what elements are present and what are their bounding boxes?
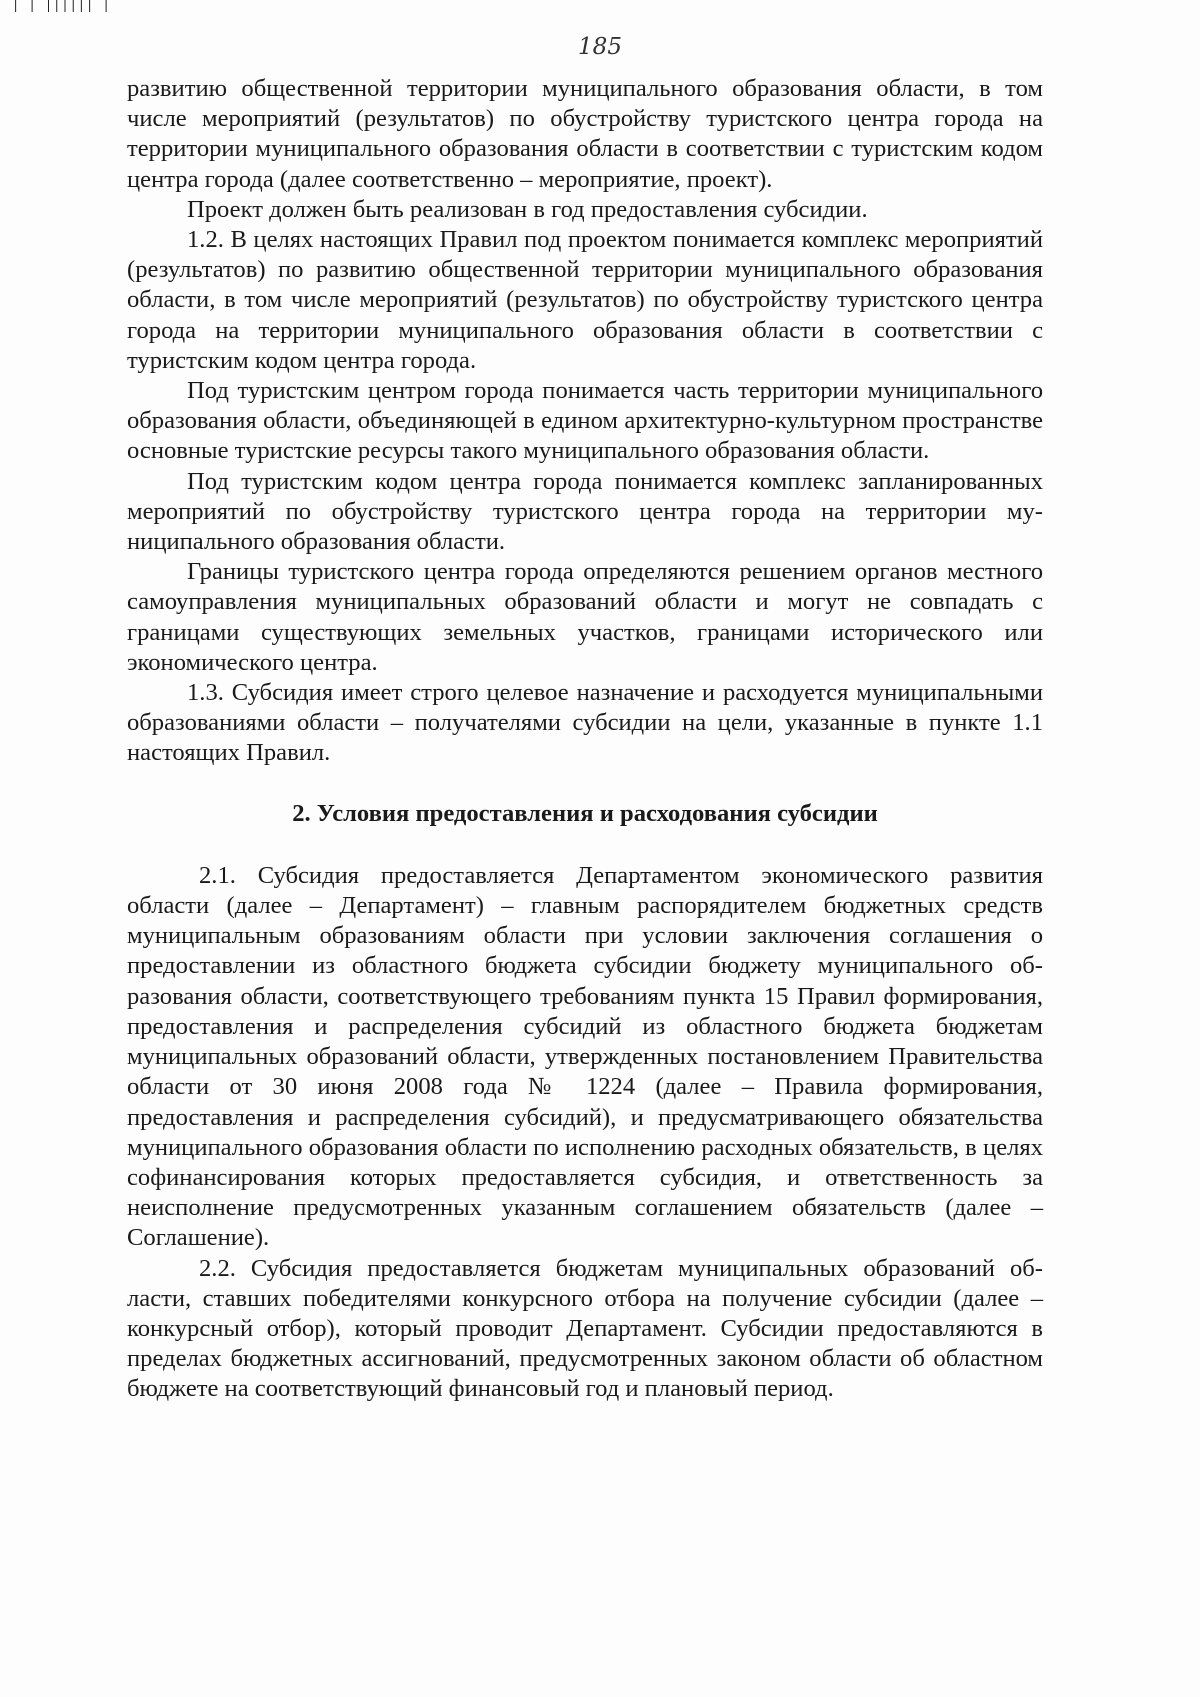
paragraph-1-continuation: развитию общественной территории муниципального образования области, в том числе мероприятий (результатов) по обустройству туристского центра города на территории муниципального образования области в соответствии с туристским кодом центра города (далее соответственно – мероприятие, проект).	[127, 75, 1043, 193]
paragraph-2-1: 2.1. Субсидия предоставляется Департаментом экономического развития области (далее – Департамент) – главным распорядителем бюджетных средств муниципальным образованиям области при условии заключения соглашения о предоставлении из областного бюджета субсидии бюджету муниципального образования области, соответствующего требованиям пункта 15 Правил формирования, предоставления и распределения субсидий из областного бюджета бюджетам муниципальных образований области, утвержденных постановлением Правительства области от 30 июня 2008 года № 1224 (далее – Правила формирования, предоставления и распределения субсидий), и предусматривающего обязательства муниципального образования области по исполнению расходных обязательств, в целях софинансирования которых предоставляется субсидия, и ответственность за неисполнение предусмотренных указанным соглашением обязательств (далее – Соглашение).	[127, 861, 1043, 1252]
paragraph-tourist-center: Под туристским центром города понимается часть территории муниципального образования области, объединяющей в едином архитектурно-культурном пространстве основные туристские ресурсы такого муниципального образования области.	[127, 377, 1043, 465]
paragraph-1-3: 1.3. Субсидия имеет строго целевое назначение и расходуется муниципальными образованиями области – получателями субсидии на цели, указанные в пункте 1.1 настоящих Правил.	[127, 679, 1043, 767]
section-2	[127, 861, 1043, 1405]
paragraph-project-year: Проект должен быть реализован в год предоставления субсидии.	[187, 195, 868, 223]
paragraph-tourist-code: Под туристским кодом центра города понимается комплекс запланированных мероприятий по обустройству туристского центра города на территории муниципального образования области.	[127, 467, 1043, 556]
paragraph-2-2: 2.2. Субсидия предоставляется бюджетам муниципальных образований области, ставших победителями конкурсного отбора на получение субсидии (далее – конкурсный отбор), который проводит Департамент. Субсидии предоставляются в пределах бюджетных ассигнований, предусмотренных законом области об областном бюджете на соответствующий финансовый год и плановый период.	[127, 1254, 1043, 1403]
paragraph-1-2: 1.2. В целях настоящих Правил под проектом понимается комплекс мероприятий (результатов) по развитию общественной территории муниципального образования области, в том числе мероприятий (результатов) по обустройству туристского центра города на территории муниципального образования области в соответствии с туристским кодом центра города.	[127, 226, 1043, 374]
document-body	[127, 74, 1043, 1405]
page-number: 185	[578, 34, 622, 60]
paragraph-boundaries: Границы туристского центра города определяются решением органов местного самоуправления муниципальных образований области и могут не совпадать с границами существующих земельных участков, границами исторического или экономического центра.	[127, 558, 1043, 676]
section-1	[127, 74, 1043, 769]
scan-marks: | | |||||| |	[12, 0, 111, 12]
section-2-heading: 2. Условия предоставления и расходования субсидии	[292, 799, 878, 827]
